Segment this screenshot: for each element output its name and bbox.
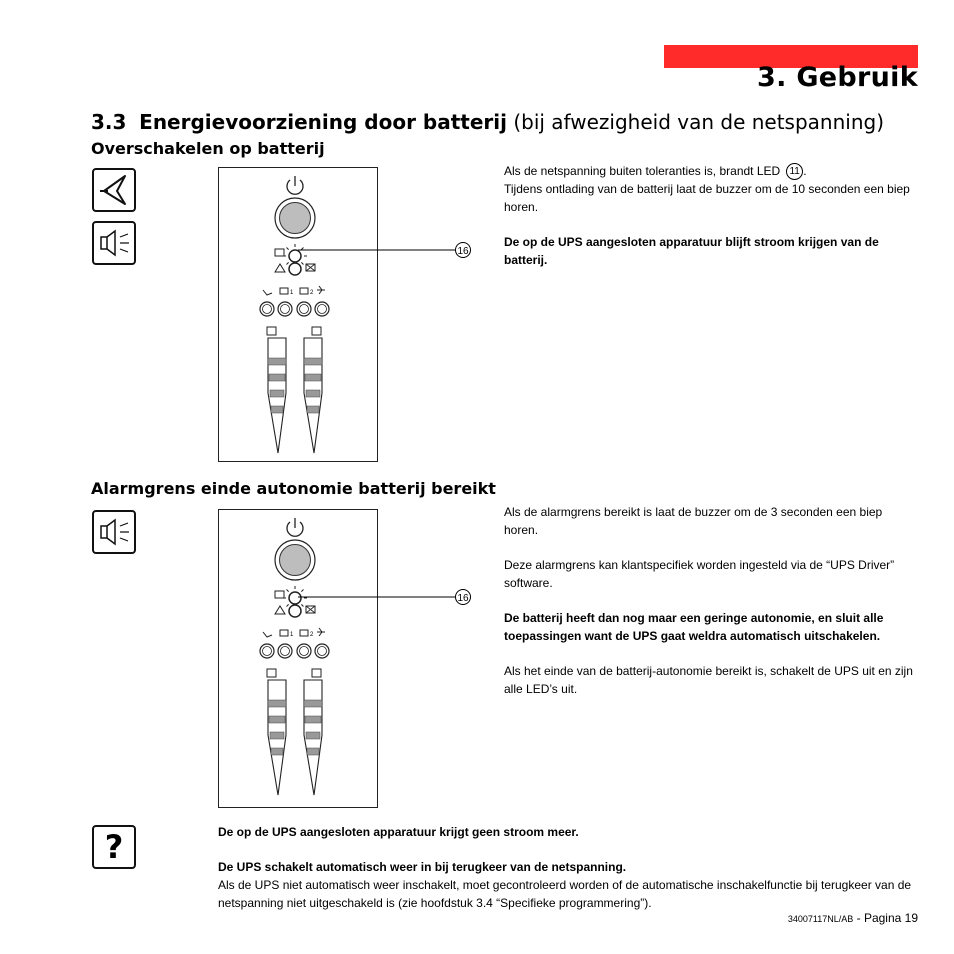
bargraph-segment bbox=[270, 390, 284, 397]
question-icon: ? bbox=[92, 825, 136, 869]
block3-line2: De UPS schakelt automatisch weer in bij terugkeer van de netspanning. bbox=[218, 860, 627, 874]
battery-level-icon bbox=[267, 669, 276, 677]
bypass-icon bbox=[317, 628, 325, 636]
callout-line bbox=[280, 584, 480, 614]
block1-text: Als de netspanning buiten toleranties is, brandt LED 11 . Tijdens ontlading van de batterij laat de buzzer om de 10 seconden een biep horen. De op de UPS aangesloten apparatuur blijft stroom krijgen van de batterij. bbox=[504, 162, 918, 286]
page-footer bbox=[788, 911, 918, 925]
bargraph-segment bbox=[269, 374, 285, 381]
bargraph-segment bbox=[307, 406, 319, 413]
bargraph-segment bbox=[306, 732, 320, 739]
ups-mode-icon bbox=[92, 168, 136, 212]
section-number: 3.3 bbox=[91, 110, 127, 134]
led-ref-badge: 11 bbox=[786, 163, 803, 180]
battery-level-icon bbox=[267, 327, 276, 335]
callout-number: 16 bbox=[457, 246, 469, 257]
section-title bbox=[91, 110, 884, 134]
ups-panel-drawing bbox=[219, 168, 377, 465]
block3-text bbox=[218, 823, 923, 912]
heading-overschakelen: Overschakelen op batterij bbox=[91, 139, 325, 158]
outlet-1-label: 1 bbox=[290, 632, 294, 638]
block2-p2: Deze alarmgrens kan klantspecifiek worden ingesteld via de “UPS Driver” software. bbox=[504, 558, 895, 590]
buzzer-icon bbox=[92, 510, 136, 554]
block2-text bbox=[504, 503, 918, 715]
ups-front-panel bbox=[218, 167, 378, 462]
bargraph-segment bbox=[268, 700, 286, 707]
buzzer-icon bbox=[92, 221, 136, 265]
outlet-2-label: 2 bbox=[310, 290, 314, 296]
bargraph-segment bbox=[305, 374, 321, 381]
bypass-icon bbox=[317, 286, 325, 294]
heading-alarmgrens: Alarmgrens einde autonomie batterij bereikt bbox=[91, 479, 496, 498]
load-level-icon bbox=[312, 327, 321, 335]
block3-line3: Als de UPS niet automatisch weer inschakelt, moet gecontroleerd worden of de automatische inschakelfunctie bij terugkeer van de netspanning niet uitgeschakeld is (zie hoofdstuk 3.4 “Specifieke programmering”). bbox=[218, 878, 912, 910]
ups-front-panel bbox=[218, 509, 378, 808]
bargraph-segment bbox=[270, 732, 284, 739]
outlet-2-icon bbox=[300, 630, 308, 636]
page-number: - Pagina 19 bbox=[853, 911, 918, 925]
bargraph-segment bbox=[269, 716, 285, 723]
ups-panel-drawing bbox=[219, 510, 377, 807]
bargraph-segment bbox=[271, 748, 283, 755]
bargraph-segment bbox=[304, 358, 322, 365]
outlet-1-icon bbox=[280, 288, 288, 294]
bargraph-segment bbox=[307, 748, 319, 755]
bargraph-segment bbox=[304, 700, 322, 707]
bargraph-segment bbox=[305, 716, 321, 723]
block1-p1-line2: Tijdens ontlading van de batterij laat de buzzer om de 10 seconden een biep horen. bbox=[504, 182, 910, 215]
plug-icon bbox=[263, 632, 272, 637]
section-title-bold: Energievoorziening door batterij bbox=[139, 110, 507, 134]
plug-icon bbox=[263, 290, 272, 295]
callout-line bbox=[280, 237, 480, 267]
document-code: 34007117NL/AB bbox=[787, 914, 854, 924]
section-title-normal: (bij afwezigheid van de netspanning) bbox=[513, 110, 885, 134]
block2-p1: Als de alarmgrens bereikt is laat de buzzer om de 3 seconden een biep horen. bbox=[504, 505, 883, 537]
outlet-1-label: 1 bbox=[290, 290, 294, 296]
block3-line1: De op de UPS aangesloten apparatuur krijgt geen stroom meer. bbox=[218, 825, 579, 839]
chapter-title: 3. Gebruik bbox=[757, 62, 918, 93]
outlet-2-label: 2 bbox=[310, 632, 314, 638]
block1-p1-line1: Als de netspanning buiten toleranties is, brandt LED bbox=[504, 164, 781, 178]
bargraph-segment bbox=[271, 406, 283, 413]
bargraph-segment bbox=[268, 358, 286, 365]
callout-number: 16 bbox=[457, 593, 469, 604]
bargraph-segment bbox=[306, 390, 320, 397]
outlet-2-icon bbox=[300, 288, 308, 294]
block1-p2-bold: De op de UPS aangesloten apparatuur blijft stroom krijgen van de batterij. bbox=[504, 235, 879, 268]
load-level-icon bbox=[312, 669, 321, 677]
block2-p3-bold: De batterij heeft dan nog maar een geringe autonomie, en sluit alle toepassingen want de UPS gaat weldra automatisch uitschakelen. bbox=[504, 611, 884, 643]
block2-p4: Als het einde van de batterij-autonomie bereikt is, schakelt de UPS uit en zijn alle LED’s uit. bbox=[504, 664, 913, 696]
outlet-1-icon bbox=[280, 630, 288, 636]
